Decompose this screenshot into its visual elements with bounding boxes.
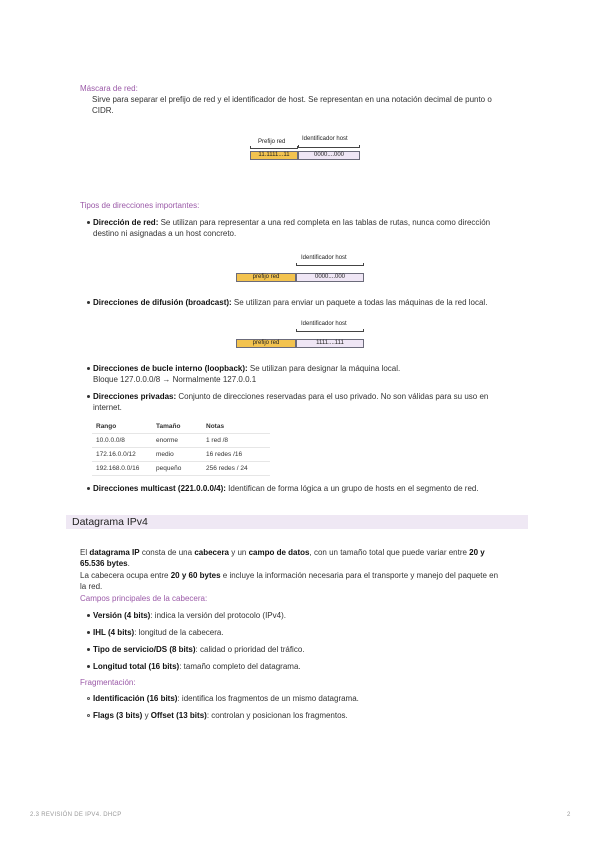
table-header-row [92, 420, 270, 434]
table-cell: 10.0.0.0/8 [92, 434, 152, 448]
mask-bits-right: 0000....000 [298, 151, 360, 160]
mask-title: Máscara de red: [80, 84, 138, 93]
field-text: : tamaño completo del datagrama. [179, 662, 301, 671]
mask-label-right: Identificador host [302, 136, 348, 142]
bullet-icon [87, 487, 90, 490]
table-header: Notas [202, 420, 270, 434]
bullet-icon [87, 648, 90, 651]
types-title: Tipos de direcciones importantes: [80, 201, 200, 210]
table-cell: 16 redes /16 [202, 448, 270, 462]
table-row [92, 462, 270, 476]
bullet-icon [87, 665, 90, 668]
network-text: Se utilizan para representar a una red completa en las tablas de rutas, nunca como dirección [158, 218, 491, 227]
network-line1 [93, 217, 490, 228]
field-text: : calidad o prioridad del tráfico. [195, 645, 305, 654]
frag-label: Identificación (16 bits) [93, 694, 178, 703]
loopback-line2: Bloque 127.0.0.0/8 → Normalmente 127.0.0.1 [93, 375, 257, 384]
datagram-para2-line2: la red. [80, 582, 103, 591]
frag-label: Flags (3 bits) [93, 711, 143, 720]
table-row [92, 434, 270, 448]
table-cell: medio [152, 448, 202, 462]
bullet-icon [87, 367, 90, 370]
footer-chapter: 2.3 REVISIÓN DE IPV4. DHCP [30, 812, 122, 818]
text-bold: datagrama IP [89, 548, 140, 557]
bullet-icon [87, 631, 90, 634]
broadcast-bits-left: prefijo red [236, 339, 296, 348]
field-text: : longitud de la cabecera. [134, 628, 224, 637]
frag-item [93, 710, 348, 721]
table-cell: 192.168.0.0/16 [92, 462, 152, 476]
text-bold: 65.536 bytes [80, 559, 128, 568]
bullet-icon [87, 301, 90, 304]
text-span: . [127, 559, 130, 568]
mask-desc-line2: CIDR. [92, 106, 114, 115]
multicast-label: Direcciones multicast (221.0.0.0/4): [93, 484, 226, 493]
text-span: e incluye la información necesaria para el transporte y manejo del paquete en [220, 571, 499, 580]
bullet-icon [87, 221, 90, 224]
circle-bullet-icon [87, 714, 90, 717]
text-bold: 20 y [469, 548, 485, 557]
loopback-line1 [93, 363, 400, 374]
field-text: : indica la versión del protocolo (IPv4). [150, 611, 286, 620]
mask-label-left: Prefijo red [258, 139, 286, 145]
multicast-line [93, 483, 479, 494]
table-cell: 256 redes / 24 [202, 462, 270, 476]
private-table [92, 420, 270, 476]
network-diagram-top: Identificador host [301, 255, 347, 261]
network-bits-right: 0000....000 [296, 273, 364, 282]
circle-bullet-icon [87, 697, 90, 700]
field-label: Tipo de servicio/DS (8 bits) [93, 645, 196, 654]
frag-item [93, 693, 359, 704]
text-span: , con un tamaño total que puede variar entre [309, 548, 470, 557]
private-text: Conjunto de direcciones reservadas para el uso privado. No son válidas para su uso en [176, 392, 489, 401]
page-number: 2 [567, 812, 571, 818]
field-item [93, 644, 305, 655]
loopback-text: Se utilizan para designar la máquina local. [247, 364, 401, 373]
text-span: El [80, 548, 90, 557]
broadcast-diagram-top: Identificador host [301, 321, 347, 327]
loopback-label: Direcciones de bucle interno (loopback): [93, 364, 248, 373]
text-bold: 20 y 60 bytes [170, 571, 221, 580]
field-item [93, 610, 286, 621]
frag-text: : controlan y posicionan los fragmentos. [206, 711, 348, 720]
multicast-text: Identifican de forma lógica a un grupo de hosts en el segmento de red. [225, 484, 479, 493]
broadcast-label: Direcciones de difusión (broadcast): [93, 298, 232, 307]
private-label: Direcciones privadas: [93, 392, 177, 401]
bullet-icon [87, 395, 90, 398]
field-item [93, 627, 224, 638]
field-label: Longitud total (16 bits) [93, 662, 180, 671]
table-header: Tamaño [152, 420, 202, 434]
private-line1 [93, 391, 488, 402]
datagram-para2-line1 [80, 570, 498, 581]
text-bold: cabecera [194, 548, 230, 557]
table-cell: enorme [152, 434, 202, 448]
frag-text: : identifica los fragmentos de un mismo datagrama. [177, 694, 359, 703]
text-span: La cabecera ocupa entre [80, 571, 171, 580]
fields-title: Campos principales de la cabecera: [80, 594, 208, 603]
text-bold: campo de datos [248, 548, 310, 557]
broadcast-line [93, 297, 487, 308]
broadcast-bits-right: 1111....111 [296, 339, 364, 348]
mask-desc-line1: Sirve para separar el prefijo de red y el identificador de host. Se representan en una notación decimal de punto o [92, 95, 492, 104]
field-label: IHL (4 bits) [93, 628, 135, 637]
table-cell: 172.16.0.0/12 [92, 448, 152, 462]
datagram-para1-line2 [80, 558, 130, 569]
network-label: Dirección de red: [93, 218, 159, 227]
network-bits-left: prefijo red [236, 273, 296, 282]
table-cell: 1 red /8 [202, 434, 270, 448]
frag-title: Fragmentación: [80, 678, 136, 687]
table-row [92, 448, 270, 462]
section-title: Datagrama IPv4 [72, 516, 148, 528]
frag-mid: y [142, 711, 151, 720]
mask-bits-left: 11.1111...11 [250, 151, 298, 160]
table-cell: pequeño [152, 462, 202, 476]
text-span: y un [229, 548, 249, 557]
network-line2: destino ni asignadas a un host concreto. [93, 229, 237, 238]
table-header: Rango [92, 420, 152, 434]
private-line2: internet. [93, 403, 122, 412]
frag-label: Offset (13 bits) [150, 711, 207, 720]
text-span: consta de una [139, 548, 195, 557]
field-item [93, 661, 301, 672]
bullet-icon [87, 614, 90, 617]
broadcast-text: Se utilizan para enviar un paquete a todas las máquinas de la red local. [231, 298, 488, 307]
datagram-para1-line1 [80, 547, 485, 558]
field-label: Versión (4 bits) [93, 611, 151, 620]
